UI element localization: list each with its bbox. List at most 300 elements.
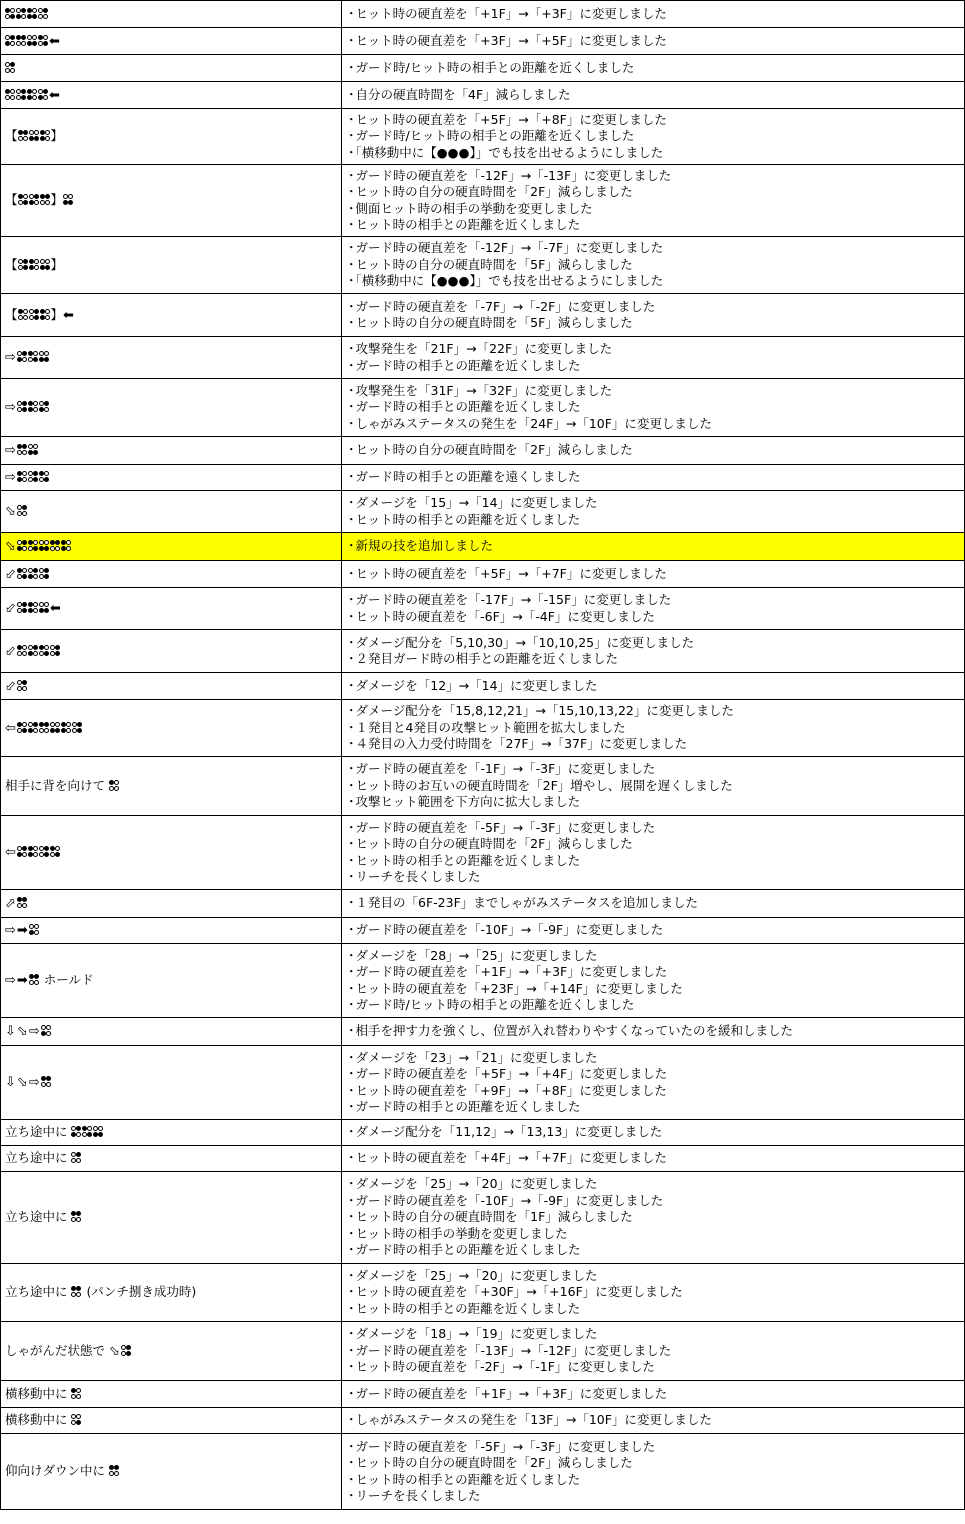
change-description-cell xyxy=(342,1322,965,1381)
table-row xyxy=(1,1146,965,1172)
command-text: (パンチ捌き成功時) xyxy=(82,1284,197,1300)
command-text: 【 xyxy=(5,306,18,322)
change-description-line: ・ 側面ヒット時の相手の挙動を変更しました xyxy=(345,201,964,218)
button-input-icon xyxy=(17,897,27,909)
button-input-icon xyxy=(50,645,60,657)
button-input-icon xyxy=(17,505,27,517)
direction-arrow-icon: ⬃ xyxy=(5,601,16,617)
move-command-cell xyxy=(1,1434,342,1510)
button-input-icon xyxy=(29,309,39,321)
move-command-cell xyxy=(1,82,342,109)
command-text: 】 xyxy=(50,306,64,322)
change-description-line: ・ ガード時の硬直差を「-12F」→「-7F」に変更しました xyxy=(345,240,964,257)
change-description-cell xyxy=(342,55,965,82)
change-description-cell xyxy=(342,28,965,55)
move-command-cell xyxy=(1,1381,342,1408)
button-input-icon xyxy=(17,722,27,734)
move-command-cell xyxy=(1,28,342,55)
button-input-icon xyxy=(93,1126,103,1138)
table-row xyxy=(1,700,965,757)
table-row xyxy=(1,437,965,465)
change-description-line: ・ ヒット時の硬直差を「-6F」→「-4F」に変更しました xyxy=(345,609,964,626)
button-input-icon xyxy=(17,540,27,552)
change-description-line: ・ ガード時の相手との距離を近くしました xyxy=(345,358,964,375)
button-input-icon xyxy=(39,401,49,413)
change-description-line: ・ ４発目の入力受付時間を「27F」→「37F」に変更しました xyxy=(345,736,964,753)
direction-arrow-icon: ⇨ xyxy=(5,350,16,366)
change-description-line: ・ ガード時の相手との距離を遠くしました xyxy=(345,469,964,486)
move-command-cell xyxy=(1,1322,342,1381)
button-input-icon xyxy=(16,89,26,101)
button-input-icon xyxy=(28,471,38,483)
direction-arrow-icon: ⬂ xyxy=(16,1075,28,1091)
change-description-line: ・ ガード時の硬直差を「-13F」→「-12F」に変更しました xyxy=(345,1343,964,1360)
table-row xyxy=(1,491,965,533)
change-description-cell xyxy=(342,1120,965,1146)
change-description-cell xyxy=(342,630,965,673)
button-input-icon xyxy=(39,351,49,363)
move-command-cell xyxy=(1,816,342,890)
change-description-line: ・ ガード時の相手との距離を近くしました xyxy=(345,1242,964,1259)
button-input-icon xyxy=(16,8,26,20)
command-text: 【 xyxy=(5,192,18,208)
change-description-line: ・ ガード時の硬直差を「-5F」→「-3F」に変更しました xyxy=(345,820,964,837)
button-input-icon xyxy=(39,722,49,734)
table-row xyxy=(1,1120,965,1146)
button-input-icon xyxy=(5,89,15,101)
direction-arrow-icon: ⇨ xyxy=(5,443,16,459)
table-row xyxy=(1,673,965,700)
button-input-icon xyxy=(71,1211,81,1223)
button-input-icon xyxy=(39,645,49,657)
change-description-cell xyxy=(342,1,965,28)
change-description-cell xyxy=(342,588,965,630)
button-input-icon xyxy=(28,602,38,614)
move-command-cell xyxy=(1,533,342,561)
move-command-cell xyxy=(1,1172,342,1264)
change-description-line: ・ １発目の「6F-23F」までしゃがみステータスを追加しました xyxy=(345,895,964,912)
change-description-line: ・ ヒット時の硬直差を「+4F」→「+7F」に変更しました xyxy=(345,1150,964,1167)
change-description-line: ・ ヒット時の自分の硬直時間を「5F」減らしました xyxy=(345,257,964,274)
change-description-cell xyxy=(342,561,965,588)
change-description-cell xyxy=(342,109,965,165)
change-description-line: ・ ガード時の硬直差を「-10F」→「-9F」に変更しました xyxy=(345,922,964,939)
change-description-line: ・ ダメージを「18」→「19」に変更しました xyxy=(345,1326,964,1343)
table-row xyxy=(1,816,965,890)
change-description-line: ・ ヒット時の自分の硬直時間を「5F」減らしました xyxy=(345,315,964,332)
button-input-icon xyxy=(38,8,48,20)
change-description-cell xyxy=(342,757,965,816)
command-text: 横移動中に xyxy=(5,1385,72,1401)
command-text: 立ち途中に xyxy=(5,1124,72,1140)
change-description-line: ・ ヒット時の相手との距離を近くしました xyxy=(345,1472,964,1489)
direction-arrow-icon: ⬅ xyxy=(49,601,61,617)
button-input-icon xyxy=(17,645,27,657)
change-description-line: ・ ダメージ配分を「15,8,12,21」→「15,10,13,22」に変更しました xyxy=(345,703,964,720)
command-text: 】 xyxy=(50,192,64,208)
change-description-line: ・ ヒット時の相手との距離を近くしました xyxy=(345,1301,964,1318)
change-description-line: ・ ガード時/ヒット時の相手との距離を近くしました xyxy=(345,997,964,1014)
table-row xyxy=(1,1172,965,1264)
direction-arrow-icon: ⇨ xyxy=(5,400,16,416)
table-row xyxy=(1,890,965,918)
direction-arrow-icon: ⇨ xyxy=(5,973,16,989)
button-input-icon xyxy=(28,722,38,734)
table-row xyxy=(1,55,965,82)
button-input-icon xyxy=(27,8,37,20)
table-row xyxy=(1,1046,965,1120)
button-input-icon xyxy=(27,89,37,101)
table-row xyxy=(1,588,965,630)
change-description-line: ・ リーチを長くしました xyxy=(345,869,964,886)
change-description-line: ・ ガード時/ヒット時の相手との距離を近くしました xyxy=(345,128,964,145)
move-command-cell xyxy=(1,437,342,465)
change-description-line: ・ 攻撃ヒット範囲を下方向に拡大しました xyxy=(345,794,964,811)
button-input-icon xyxy=(40,309,50,321)
button-input-icon xyxy=(28,444,38,456)
change-description-cell xyxy=(342,533,965,561)
button-input-icon xyxy=(29,130,39,142)
change-description-line: ・ ヒット時の硬直差を「+23F」→「+14F」に変更しました xyxy=(345,981,964,998)
button-input-icon xyxy=(5,8,15,20)
change-description-cell xyxy=(342,1018,965,1046)
table-row xyxy=(1,1434,965,1510)
change-description-line: ・ しゃがみステータスの発生を「24F」→「10F」に変更しました xyxy=(345,416,964,433)
command-text: 【 xyxy=(5,256,18,272)
button-input-icon xyxy=(28,568,38,580)
button-input-icon xyxy=(18,259,28,271)
direction-arrow-icon: ⇩ xyxy=(5,1024,16,1040)
button-input-icon xyxy=(72,722,82,734)
command-text: 横移動中に xyxy=(5,1412,72,1428)
change-description-cell xyxy=(342,437,965,465)
change-description-line: ・ ダメージを「28」→「25」に変更しました xyxy=(345,948,964,965)
table-row xyxy=(1,630,965,673)
move-command-cell xyxy=(1,1264,342,1322)
button-input-icon xyxy=(50,722,60,734)
button-input-icon xyxy=(40,130,50,142)
direction-arrow-icon: ⬀ xyxy=(5,896,16,912)
change-description-line: ・ ヒット時の自分の硬直時間を「2F」減らしました xyxy=(345,442,964,459)
change-description-line: ・ １発目と4発目の攻撃ヒット範囲を拡大しました xyxy=(345,720,964,737)
table-row xyxy=(1,1408,965,1434)
table-row xyxy=(1,82,965,109)
button-input-icon xyxy=(17,602,27,614)
table-row xyxy=(1,1018,965,1046)
button-input-icon xyxy=(40,194,50,206)
button-input-icon xyxy=(71,1388,81,1400)
direction-arrow-icon: ⬃ xyxy=(5,643,16,659)
button-input-icon xyxy=(71,1414,81,1426)
button-input-icon xyxy=(39,471,49,483)
button-input-icon xyxy=(71,1126,81,1138)
button-input-icon xyxy=(28,540,38,552)
command-text: ホールド xyxy=(39,972,94,988)
change-description-line: ・ ダメージを「15」→「14」に変更しました xyxy=(345,495,964,512)
move-command-cell xyxy=(1,1,342,28)
change-description-line: ・ ダメージ配分を「5,10,30」→「10,10,25」に変更しました xyxy=(345,635,964,652)
button-input-icon xyxy=(29,194,39,206)
change-description-line: ・ ガード時の硬直差を「+1F」→「+3F」に変更しました xyxy=(345,964,964,981)
change-description-line: ・ ヒット時の相手の挙動を変更しました xyxy=(345,1226,964,1243)
button-input-icon xyxy=(17,444,27,456)
move-command-cell xyxy=(1,630,342,673)
button-input-icon xyxy=(39,540,49,552)
change-description-line: ・ 「横移動中に【●●●】」でも技を出せるようにしました xyxy=(345,273,964,290)
direction-arrow-icon: ⇦ xyxy=(5,845,16,861)
move-command-cell xyxy=(1,1018,342,1046)
change-description-cell xyxy=(342,165,965,237)
move-command-cell xyxy=(1,757,342,816)
button-input-icon xyxy=(50,846,60,858)
button-input-icon xyxy=(18,130,28,142)
move-command-cell xyxy=(1,294,342,337)
change-description-line: ・ ヒット時の硬直差を「+3F」→「+5F」に変更しました xyxy=(345,33,964,50)
change-description-cell xyxy=(342,337,965,379)
change-description-cell xyxy=(342,944,965,1018)
direction-arrow-icon: ⇨ xyxy=(5,470,16,486)
button-input-icon xyxy=(28,401,38,413)
change-description-line: ・ ヒット時の自分の硬直時間を「2F」減らしました xyxy=(345,184,964,201)
button-input-icon xyxy=(17,401,27,413)
move-command-cell xyxy=(1,1408,342,1434)
change-description-cell xyxy=(342,491,965,533)
table-row-highlighted xyxy=(1,533,965,561)
change-description-line: ・ ダメージを「23」→「21」に変更しました xyxy=(345,1050,964,1067)
change-description-line: ・ 自分の硬直時間を「4F」減らしました xyxy=(345,87,964,104)
table-row xyxy=(1,1264,965,1322)
direction-arrow-icon: ⬃ xyxy=(5,678,16,694)
change-description-cell xyxy=(342,918,965,944)
direction-arrow-icon: ⬅ xyxy=(63,307,74,323)
button-input-icon xyxy=(39,846,49,858)
move-command-cell xyxy=(1,1146,342,1172)
change-description-cell xyxy=(342,82,965,109)
button-input-icon xyxy=(5,35,15,47)
button-input-icon xyxy=(29,924,39,936)
change-description-line: ・ ヒット時の硬直差を「+1F」→「+3F」に変更しました xyxy=(345,6,964,23)
move-command-cell xyxy=(1,1120,342,1146)
button-input-icon xyxy=(50,540,60,552)
button-input-icon xyxy=(61,722,71,734)
direction-arrow-icon: ⬅ xyxy=(49,33,60,49)
table-row xyxy=(1,1,965,28)
button-input-icon xyxy=(28,645,38,657)
change-description-cell xyxy=(342,1046,965,1120)
table-row xyxy=(1,294,965,337)
change-description-line: ・ ガード時の硬直差を「-10F」→「-9F」に変更しました xyxy=(345,1193,964,1210)
move-command-cell xyxy=(1,1046,342,1120)
move-command-cell xyxy=(1,700,342,757)
direction-arrow-icon: ⬂ xyxy=(5,504,16,520)
button-input-icon xyxy=(18,309,28,321)
button-input-icon xyxy=(109,780,119,792)
direction-arrow-icon: ⬃ xyxy=(5,566,16,582)
change-description-line: ・ ダメージを「25」→「20」に変更しました xyxy=(345,1268,964,1285)
button-input-icon xyxy=(121,1345,131,1357)
table-row xyxy=(1,337,965,379)
change-description-line: ・ ヒット時の硬直差を「+9F」→「+8F」に変更しました xyxy=(345,1083,964,1100)
button-input-icon xyxy=(17,351,27,363)
move-command-cell xyxy=(1,109,342,165)
change-description-line: ・ ガード時の硬直差を「+5F」→「+4F」に変更しました xyxy=(345,1066,964,1083)
change-description-line: ・ ダメージ配分を「11,12」→「13,13」に変更しました xyxy=(345,1124,964,1141)
table-row xyxy=(1,165,965,237)
direction-arrow-icon: ⇩ xyxy=(5,1075,16,1091)
change-description-line: ・ ２発目ガード時の相手との距離を近くしました xyxy=(345,651,964,668)
button-input-icon xyxy=(28,846,38,858)
button-input-icon xyxy=(40,259,50,271)
table-row xyxy=(1,561,965,588)
button-input-icon xyxy=(16,35,26,47)
change-description-cell xyxy=(342,465,965,491)
move-command-cell xyxy=(1,337,342,379)
change-description-line: ・ ガード時/ヒット時の相手との距離を近くしました xyxy=(345,60,964,77)
button-input-icon xyxy=(63,194,73,206)
change-description-line: ・ ヒット時のお互いの硬直時間を「2F」増やし、展開を遅くしました xyxy=(345,778,964,795)
table-row xyxy=(1,109,965,165)
move-command-cell xyxy=(1,165,342,237)
direction-arrow-icon: ➡ xyxy=(16,923,28,939)
change-description-line: ・ ヒット時の自分の硬直時間を「1F」減らしました xyxy=(345,1209,964,1226)
change-description-line: ・ ヒット時の相手との距離を近くしました xyxy=(345,217,964,234)
move-command-cell xyxy=(1,561,342,588)
button-input-icon xyxy=(29,974,39,986)
button-input-icon xyxy=(17,680,27,692)
table-row xyxy=(1,28,965,55)
change-description-cell xyxy=(342,237,965,294)
button-input-icon xyxy=(61,540,71,552)
change-description-line: ・ ガード時の硬直差を「-17F」→「-15F」に変更しました xyxy=(345,592,964,609)
button-input-icon xyxy=(5,62,15,74)
change-description-line: ・ ヒット時の自分の硬直時間を「2F」減らしました xyxy=(345,1455,964,1472)
command-text: 】 xyxy=(50,256,64,272)
table-row xyxy=(1,237,965,294)
move-command-cell xyxy=(1,491,342,533)
direction-arrow-icon: ⇦ xyxy=(5,720,16,736)
change-description-cell xyxy=(342,1264,965,1322)
move-command-cell xyxy=(1,890,342,918)
direction-arrow-icon: ➡ xyxy=(16,973,28,989)
move-command-cell xyxy=(1,944,342,1018)
button-input-icon xyxy=(71,1286,81,1298)
button-input-icon xyxy=(18,194,28,206)
change-description-line: ・ ヒット時の相手との距離を近くしました xyxy=(345,853,964,870)
change-description-line: ・ ガード時の硬直差を「-1F」→「-3F」に変更しました xyxy=(345,761,964,778)
change-description-cell xyxy=(342,379,965,437)
change-description-cell xyxy=(342,1381,965,1408)
table-row xyxy=(1,757,965,816)
change-description-line: ・ 「横移動中に【●●●】」でも技を出せるようにしました xyxy=(345,145,964,162)
change-description-line: ・ 相手を押す力を強くし、位置が入れ替わりやすくなっていたのを緩和しました xyxy=(345,1023,964,1040)
table-row xyxy=(1,918,965,944)
change-description-line: ・ ガード時の硬直差を「-5F」→「-3F」に変更しました xyxy=(345,1439,964,1456)
move-command-cell xyxy=(1,379,342,437)
command-text: 【 xyxy=(5,128,18,144)
change-description-line: ・ ガード時の硬直差を「-7F」→「-2F」に変更しました xyxy=(345,299,964,316)
direction-arrow-icon: ⬂ xyxy=(108,1343,120,1359)
button-input-icon xyxy=(109,1465,119,1477)
change-description-cell xyxy=(342,1434,965,1510)
change-description-line: ・ 攻撃発生を「21F」→「22F」に変更しました xyxy=(345,341,964,358)
change-description-line: ・ ヒット時の硬直差を「+5F」→「+7F」に変更しました xyxy=(345,566,964,583)
change-description-cell xyxy=(342,816,965,890)
button-input-icon xyxy=(38,35,48,47)
change-description-line: ・ ガード時の相手との距離を近くしました xyxy=(345,1099,964,1116)
button-input-icon xyxy=(27,35,37,47)
direction-arrow-icon: ⇨ xyxy=(28,1024,40,1040)
change-description-cell xyxy=(342,1146,965,1172)
table-row xyxy=(1,465,965,491)
change-description-cell xyxy=(342,294,965,337)
change-description-line: ・ 新規の技を追加しました xyxy=(345,538,964,555)
button-input-icon xyxy=(29,259,39,271)
move-command-cell xyxy=(1,588,342,630)
change-description-cell xyxy=(342,673,965,700)
changes-table-body xyxy=(1,1,965,1510)
button-input-icon xyxy=(39,568,49,580)
direction-arrow-icon: ⬂ xyxy=(16,1024,28,1040)
change-description-line: ・ ガード時の相手との距離を近くしました xyxy=(345,399,964,416)
button-input-icon xyxy=(17,846,27,858)
table-row xyxy=(1,1322,965,1381)
change-description-line: ・ しゃがみステータスの発生を「13F」→「10F」に変更しました xyxy=(345,1412,964,1429)
command-text: 】 xyxy=(50,128,64,144)
direction-arrow-icon: ⬂ xyxy=(5,539,16,555)
command-text: 立ち途中に xyxy=(5,1284,72,1300)
table-row xyxy=(1,379,965,437)
command-text: 仰向けダウン中に xyxy=(5,1463,109,1479)
move-command-cell xyxy=(1,918,342,944)
button-input-icon xyxy=(82,1126,92,1138)
change-description-line: ・ リーチを長くしました xyxy=(345,1488,964,1505)
button-input-icon xyxy=(17,471,27,483)
move-command-cell xyxy=(1,55,342,82)
move-command-cell xyxy=(1,673,342,700)
change-description-line: ・ ヒット時の硬直差を「+30F」→「+16F」に変更しました xyxy=(345,1284,964,1301)
change-description-line: ・ ガード時の硬直差を「+1F」→「+3F」に変更しました xyxy=(345,1386,964,1403)
direction-arrow-icon: ⇨ xyxy=(5,923,16,939)
change-description-line: ・ ヒット時の相手との距離を近くしました xyxy=(345,512,964,529)
button-input-icon xyxy=(39,602,49,614)
table-row xyxy=(1,1381,965,1408)
direction-arrow-icon: ⇨ xyxy=(28,1075,40,1091)
change-description-cell xyxy=(342,1172,965,1264)
change-description-line: ・ ヒット時の硬直差を「-2F」→「-1F」に変更しました xyxy=(345,1359,964,1376)
move-command-cell xyxy=(1,465,342,491)
command-text: しゃがんだ状態で xyxy=(5,1342,109,1358)
button-input-icon xyxy=(71,1152,81,1164)
change-description-line: ・ ダメージを「25」→「20」に変更しました xyxy=(345,1176,964,1193)
change-description-line: ・ ガード時の硬直差を「-12F」→「-13F」に変更しました xyxy=(345,168,964,185)
move-command-cell xyxy=(1,237,342,294)
button-input-icon xyxy=(41,1025,51,1037)
direction-arrow-icon: ⬅ xyxy=(49,87,60,103)
change-description-cell xyxy=(342,890,965,918)
button-input-icon xyxy=(41,1076,51,1088)
command-text: 相手に背を向けて xyxy=(5,777,109,793)
button-input-icon xyxy=(28,351,38,363)
change-description-cell xyxy=(342,1408,965,1434)
button-input-icon xyxy=(17,568,27,580)
button-input-icon xyxy=(38,89,48,101)
change-description-line: ・ ダメージを「12」→「14」に変更しました xyxy=(345,678,964,695)
table-row xyxy=(1,944,965,1018)
change-description-line: ・ 攻撃発生を「31F」→「32F」に変更しました xyxy=(345,383,964,400)
command-text: 立ち途中に xyxy=(5,1209,72,1225)
change-description-line: ・ ヒット時の硬直差を「+5F」→「+8F」に変更しました xyxy=(345,112,964,129)
command-text: 立ち途中に xyxy=(5,1150,72,1166)
